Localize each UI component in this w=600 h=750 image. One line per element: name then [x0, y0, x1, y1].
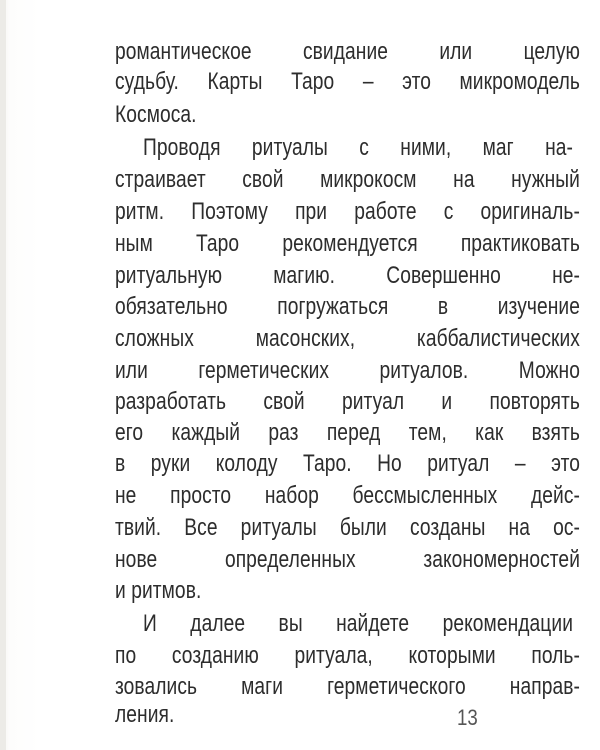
text-line: по созданию ритуала, которыми поль- [115, 642, 580, 669]
page-binding-edge [0, 0, 6, 750]
page-number: 13 [457, 705, 478, 730]
text-line: романтическое свидание или целую [115, 38, 580, 65]
paragraph-first-line: И далее вы найдете рекомендации [143, 610, 573, 637]
text-line: ритуальную магию. Совершенно не- [115, 262, 580, 289]
text-line: в руки колоду Таро. Но ритуал – это [115, 450, 580, 477]
text-line: разработать свой ритуал и повторять [115, 388, 580, 415]
text-line: ным Таро рекомендуется практиковать [115, 230, 580, 257]
text-line: не просто набор бессмысленных дейс- [115, 482, 580, 509]
text-line: ления. [115, 701, 175, 728]
text-line: обязательно погружаться в изучение [115, 293, 580, 320]
text-line: его каждый раз перед тем, как взять [115, 419, 580, 446]
text-line: и ритмов. [115, 577, 202, 604]
text-line: страивает свой микрокосм на нужный [115, 166, 580, 193]
text-line: зовались маги герметического направ- [115, 673, 580, 700]
text-line: твий. Все ритуалы были созданы на ос- [115, 514, 580, 541]
text-line: судьбу. Карты Таро – это микромодель [115, 68, 580, 95]
text-line: Космоса. [115, 101, 197, 128]
text-line: ритм. Поэтому при работе с оригиналь- [115, 198, 580, 225]
text-line: сложных масонских, каббалистических [115, 325, 580, 352]
text-line: или герметических ритуалов. Можно [115, 357, 580, 384]
text-line: нове определенных закономерностей [115, 546, 580, 573]
paragraph-first-line: Проводя ритуалы с ними, маг на- [143, 134, 573, 161]
